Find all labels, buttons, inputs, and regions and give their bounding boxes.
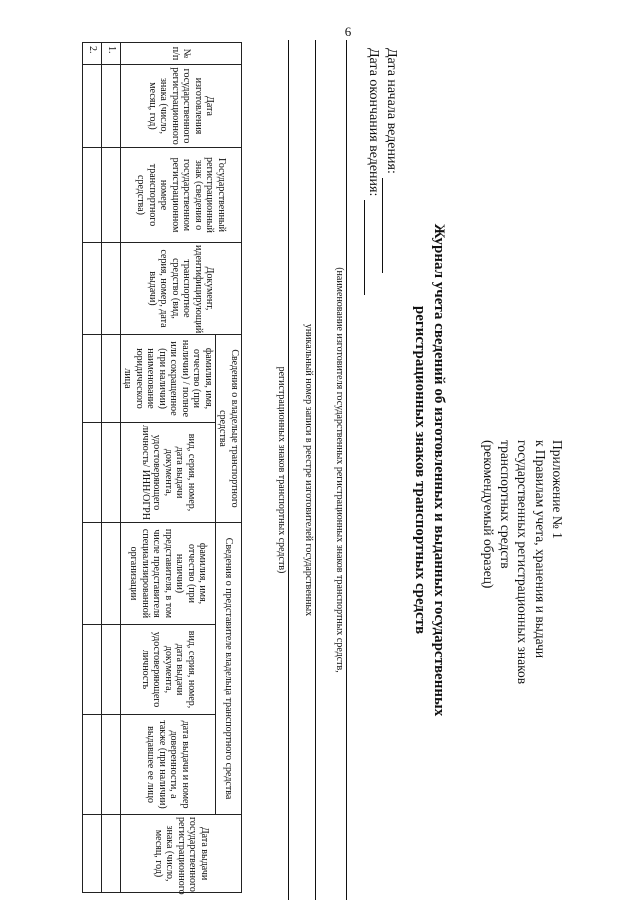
- table-cell: [83, 715, 102, 815]
- appendix-line: к Правилам учета, хранения и выдачи: [532, 440, 548, 659]
- start-date-row: [382, 48, 400, 295]
- header-owner-name: фамилия, имя, отчество (при наличии) / полное или сокращенное (при наличии) наименование юридического лица: [121, 335, 216, 423]
- table-cell: [83, 243, 102, 335]
- start-date-label: Дата начала ведения:: [384, 48, 399, 174]
- table-header-row: [216, 43, 242, 893]
- header-rep-document: вид, серия, номер, дата выдачи документа, удостоверяющего личность: [121, 625, 216, 715]
- table-cell: [102, 715, 121, 815]
- plates-caption: регистрационных знаков транспортных средств): [276, 366, 287, 574]
- table-cell: [102, 65, 121, 148]
- appendix-line: (рекомендуемый образец): [480, 440, 496, 589]
- end-date-row: [364, 48, 382, 295]
- header-rep-name: фамилия, имя, отчество (при наличии) представителя, в том числе представителя специализированной организации: [121, 523, 216, 625]
- end-date-label: Дата окончания ведения:: [365, 48, 381, 197]
- table-cell: [83, 148, 102, 243]
- table-cell: [83, 815, 102, 893]
- header-owner-group: Сведения о владельце транспортного средства: [216, 335, 242, 523]
- registry-fill-line: [315, 40, 316, 900]
- end-date-blank: [364, 200, 379, 295]
- header-number: № п/п: [121, 43, 242, 65]
- table-row: [102, 43, 121, 893]
- rotated-page-content: [52, 40, 572, 900]
- row-number: 2.: [83, 43, 102, 65]
- header-representative-group: Сведения о представителе владельца транспортного средства: [216, 523, 242, 815]
- page-number: 6: [344, 24, 352, 39]
- appendix-line: Приложение № 1: [550, 440, 565, 539]
- start-date-blank: [382, 178, 397, 273]
- table-cell: [102, 625, 121, 715]
- title-line: Журнал учета сведений об изготовленных и выданных государственных: [431, 223, 447, 717]
- appendix-line: транспортных средств: [498, 440, 514, 569]
- table-cell: [83, 523, 102, 625]
- journal-dates: [364, 48, 400, 295]
- appendix-heading: [480, 440, 566, 860]
- manufacturer-caption: (наименование изготовителя государственных регистрационных знаков транспортных средств,: [334, 267, 345, 673]
- document-title: [411, 40, 449, 900]
- appendix-line: государственных регистрационных знаков: [515, 440, 531, 685]
- header-document: Документ, идентифицирующий транспортное средство (вид, серия, номер, дата выдачи): [121, 243, 242, 335]
- table-cell: [102, 335, 121, 423]
- header-issue-date: Дата выдачи государственного регистрационного знака (число, месяц, год): [121, 815, 242, 893]
- table-cell: [83, 625, 102, 715]
- header-plate: Государственный регистрационный знак (сведения о государственном регистрационном номере транспортного средства): [121, 148, 242, 243]
- table-cell: [83, 335, 102, 423]
- registry-caption: уникальный номер записи в реестре изготовителей государственных: [303, 323, 314, 617]
- table-cell: [102, 423, 121, 523]
- table-cell: [102, 243, 121, 335]
- row-number: 1.: [102, 43, 121, 65]
- header-rep-proxy: дата выдачи и номер доверенности, а также (при наличии) выдавшее ее лицо: [121, 715, 216, 815]
- table-cell: [83, 423, 102, 523]
- table-cell: [102, 815, 121, 893]
- header-made-date: Дата изготовления государственного регистрационного знака (число, месяц, год): [121, 65, 242, 148]
- plates-fill-line: [288, 40, 289, 900]
- header-owner-document: вид, серия, номер, дата выдачи документа, удостоверяющего личность/ ИНН/ОГРН: [121, 423, 216, 523]
- manufacturer-fill-line: [346, 40, 347, 900]
- title-line: регистрационных знаков транспортных средств: [412, 305, 429, 635]
- table-cell: [83, 65, 102, 148]
- table-cell: [102, 523, 121, 625]
- table-cell: [102, 148, 121, 243]
- table-row: [83, 43, 102, 893]
- journal-table: [82, 42, 242, 893]
